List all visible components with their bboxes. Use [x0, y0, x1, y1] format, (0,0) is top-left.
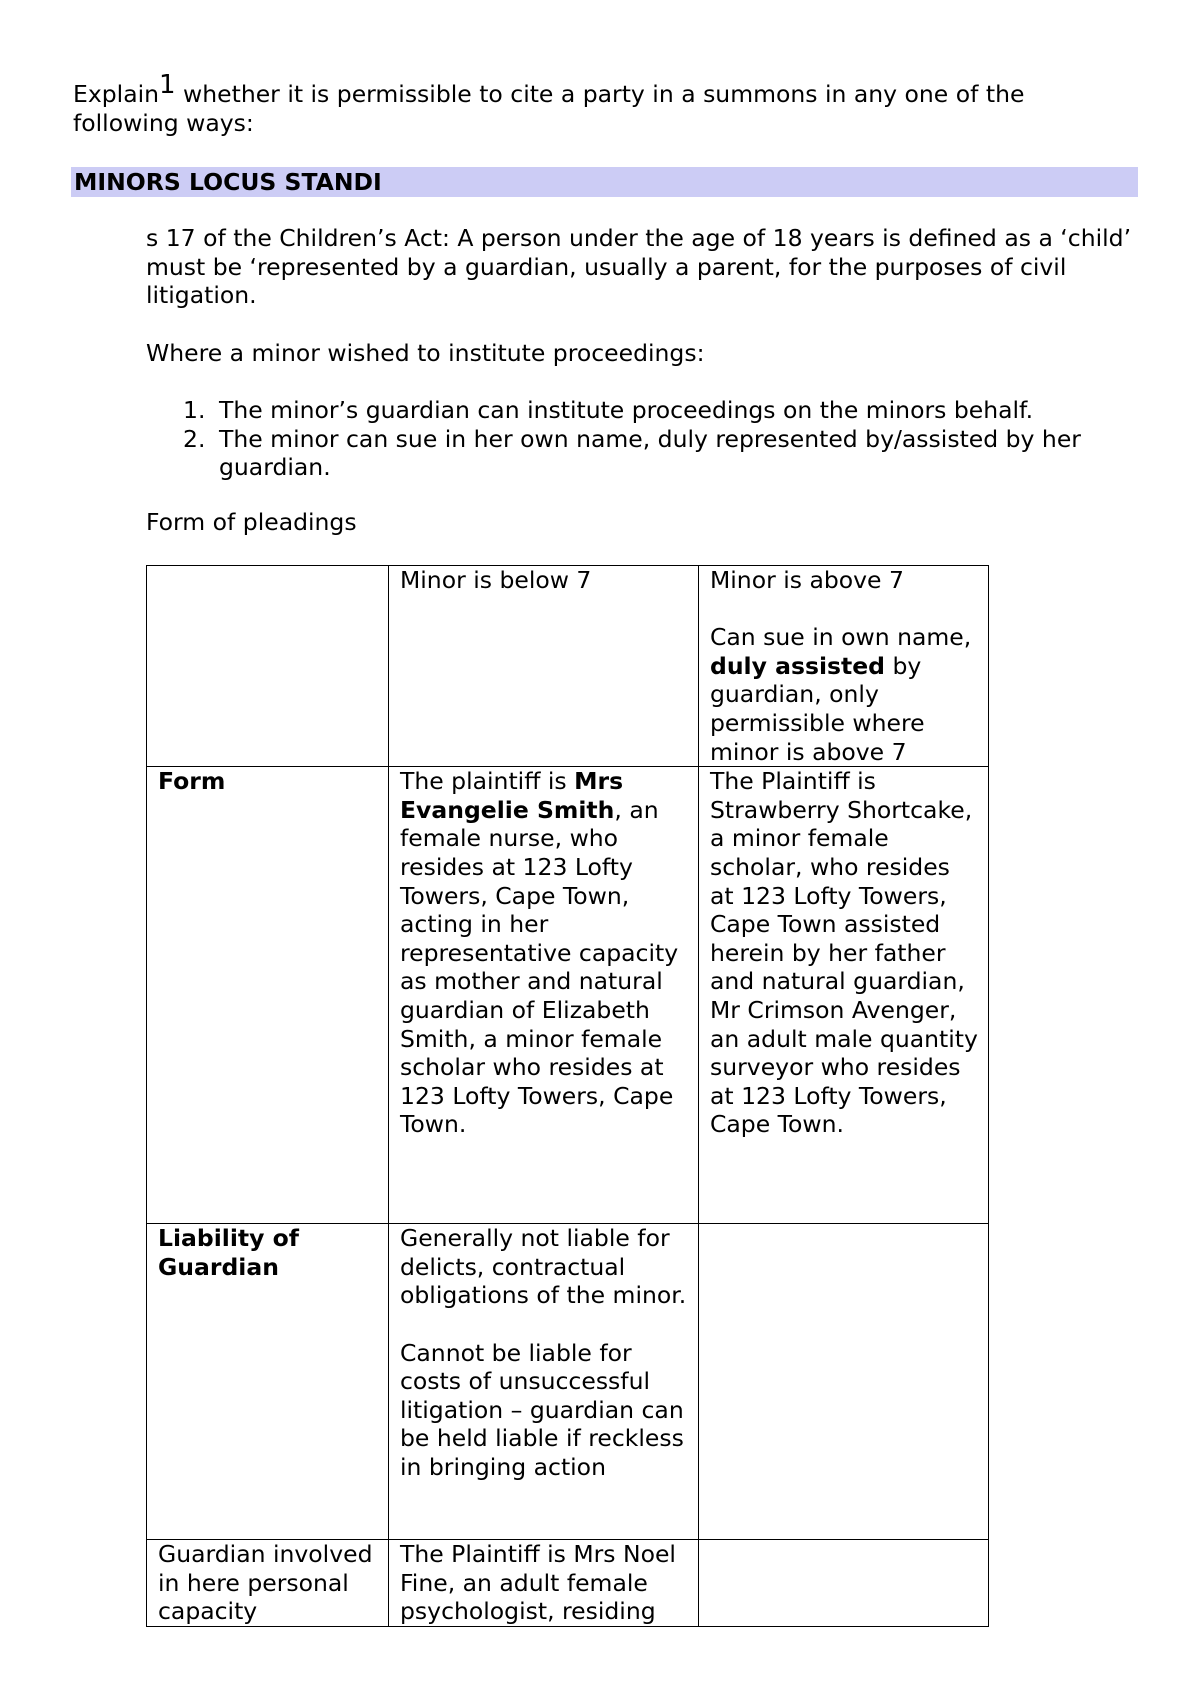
list-number: 2. [183, 424, 206, 453]
intro-text-start: Explain [73, 80, 160, 108]
section-heading: MINORS LOCUS STANDI [71, 167, 1138, 197]
footnote-marker[interactable]: 1 [159, 70, 176, 100]
cell-guardian-above-7 [699, 1540, 989, 1627]
list-item-text: The minor’s guardian can institute proceedings on the minors behalf. [219, 396, 1034, 424]
numbered-list [146, 396, 1136, 482]
paragraph-childrens-act: s 17 of the Children’s Act: A person under the age of 18 years is defined as a ‘child’ must be ‘represented by a guardian, usually a parent, for the purposes of civil litigation. [146, 224, 1132, 310]
cell-form-above-7: The Plaintiff is Strawberry Shortcake, a minor female scholar, who resides at 123 Lofty Towers, Cape Town assisted herein by her father and natural guardian, Mr Crimson Avenger, an adult male quantity surveyor who resides at 123 Lofty Towers, Cape Town. [699, 767, 989, 1224]
list-item [146, 396, 1136, 425]
paragraph-form-of-pleadings: Form of pleadings [146, 508, 357, 536]
column-header-above-7 [699, 566, 989, 767]
table-cell-empty [147, 566, 389, 767]
cell-liability-below-7: Generally not liable for delicts, contractual obligations of the minor. Cannot be liable for costs of unsuccessful litigation – guardian can be held liable if reckless in bringing action [389, 1224, 699, 1540]
table-row [147, 1224, 989, 1540]
cell-liability-above-7 [699, 1224, 989, 1540]
list-number: 1. [183, 396, 206, 424]
cell-guardian-below-7: The Plaintiff is Mrs Noel Fine, an adult female psychologist, residing [389, 1540, 699, 1627]
list-item [146, 425, 1136, 482]
row-label-liability: Liability of Guardian [147, 1224, 389, 1540]
cell-form-below-7: The plaintiff is Mrs Evangelie Smith, an female nurse, who resides at 123 Lofty Towers, Cape Town, acting in her representative capacity as mother and natural guardian of Elizabeth Smith, a minor female scholar who resides at 123 Lofty Towers, Cape Town. [389, 767, 699, 1224]
table-row [147, 566, 989, 767]
column-header-note: Can sue in own name, duly assisted by guardian, only permissible where minor is above 7 [710, 623, 972, 766]
intro-question [73, 70, 1133, 137]
table-row [147, 767, 989, 1224]
row-label-form: Form [147, 767, 389, 1224]
list-item-text: The minor can sue in her own name, duly represented by/assisted by her guardian. [219, 424, 1081, 482]
intro-text-rest: whether it is permissible to cite a party in a summons in any one of the following ways: [73, 80, 1025, 137]
row-label-guardian-personal: Guardian involved in here personal capacity [147, 1540, 389, 1627]
column-header-below-7: Minor is below 7 [389, 566, 699, 767]
table-row [147, 1540, 989, 1627]
paragraph-institute-proceedings: Where a minor wished to institute proceedings: [146, 339, 705, 367]
pleadings-table [146, 565, 989, 1627]
column-header-title: Minor is above 7 [710, 566, 904, 594]
